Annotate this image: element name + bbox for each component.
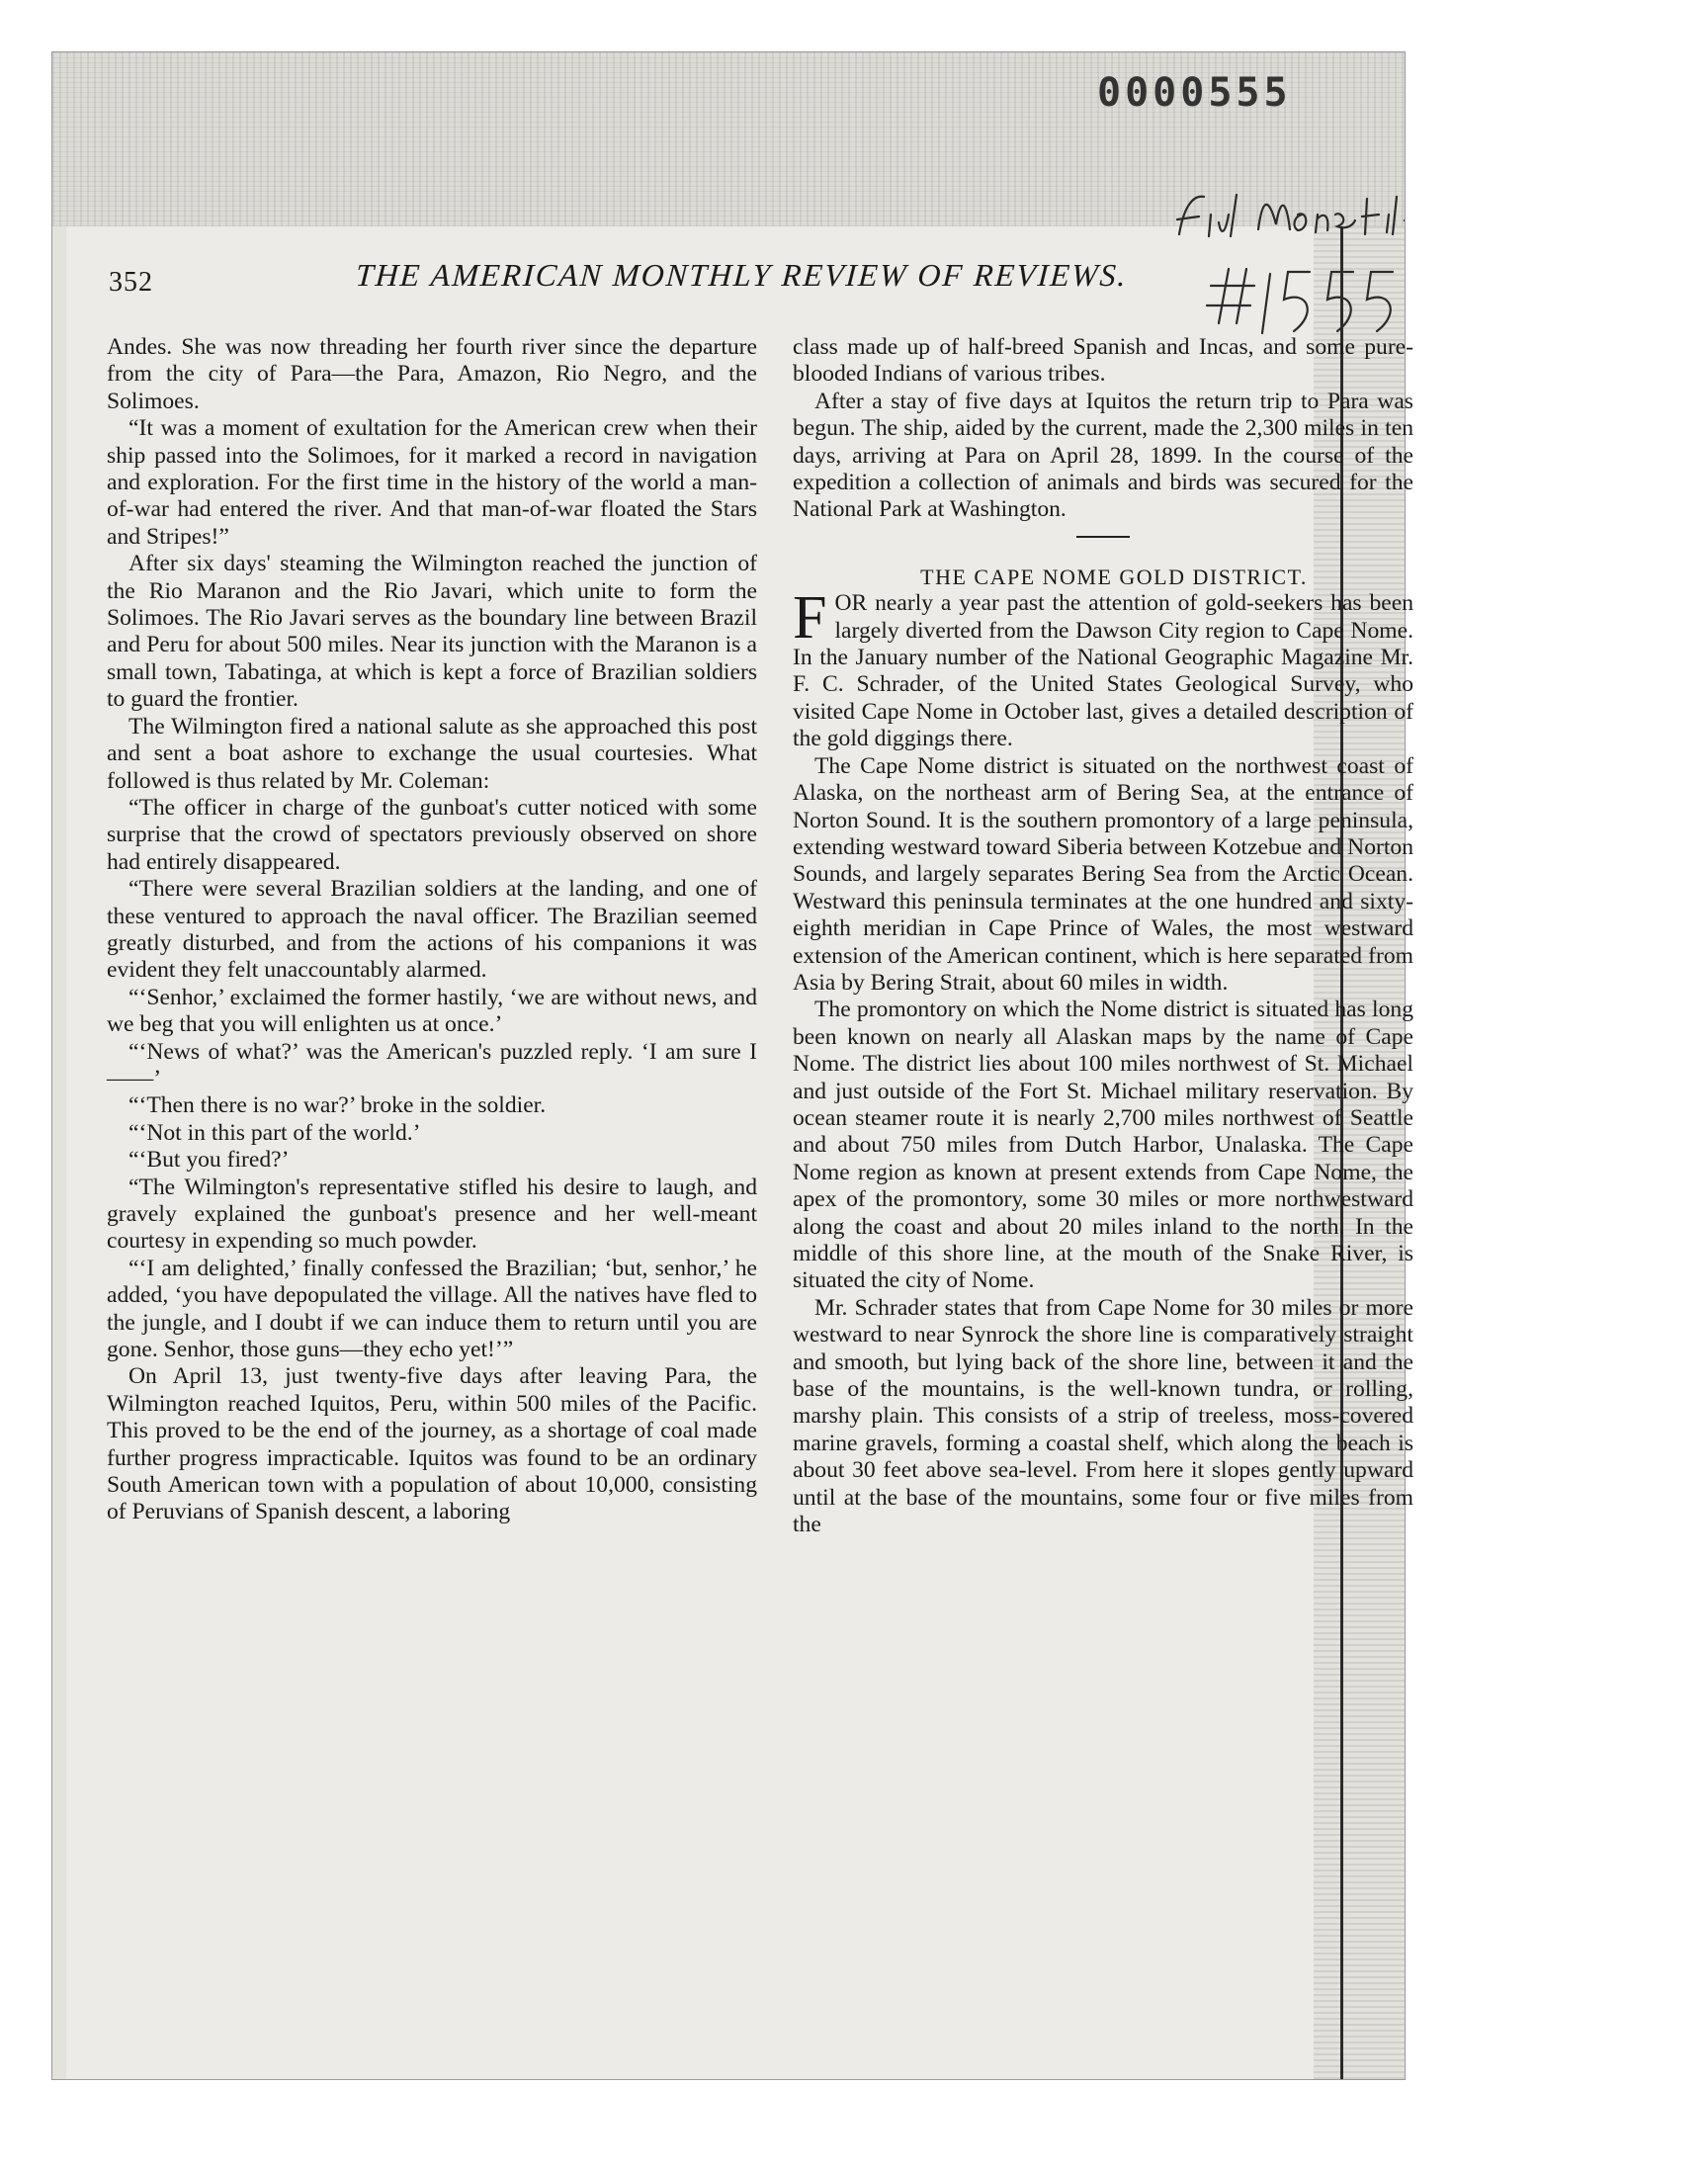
document-stamp-number: 0000555 bbox=[1097, 70, 1292, 116]
section-divider bbox=[1076, 536, 1130, 538]
paragraph: On April 13, just twenty-five days after leaving Para, the Wilmington reached Iquitos, Peru, within 500 miles of the Pacific. This proved to be the end of the journey, as a shortage of coal made further progress impracticable. Iquitos was found to be an ordinary South American town with a population of about 10,000, consisting of Peruvians of Spanish descent, a laboring bbox=[107, 1363, 757, 1525]
right-column bbox=[793, 334, 1413, 1538]
paragraph: “‘Senhor,’ exclaimed the former hastily, ‘we are without news, and we beg that you will enlighten us at once.’ bbox=[107, 984, 757, 1038]
paragraph: “It was a moment of exultation for the American crew when their ship passed into the Solimoes, for it marked a record in navigation and exploration. For the first time in the history of the world a man-of-war had entered the river. And that man-of-war floated the Stars and Stripes!” bbox=[107, 415, 757, 550]
paragraph: “‘Then there is no war?’ broke in the soldier. bbox=[128, 1092, 547, 1119]
paragraph: “‘But you fired?’ bbox=[128, 1147, 290, 1174]
paragraph: After a stay of five days at Iquitos the return trip to Para was begun. The ship, aided by the current, made the 2,300 miles in ten days, arriving at Para on April 28, 1899. In the course of the expedition a collection of animals and birds was secured for the National Park at Washington. bbox=[793, 388, 1413, 523]
paragraph bbox=[793, 584, 1413, 752]
paragraph: “There were several Brazilian soldiers at the landing, and one of these ventured to approach the naval officer. The Brazilian seemed greatly disturbed, and from the actions of his companions it was evident they felt unaccountably alarmed. bbox=[107, 876, 757, 984]
paragraph: The Cape Nome district is situated on the northwest coast of Alaska, on the northeast arm of Bering Sea, at the entrance of Norton Sound. It is the southern promontory of a large peninsula, extending westward toward Siberia between Kotzebue and Norton Sounds, and largely separates Bering Sea from the Arctic Ocean. Westward this peninsula terminates at the one hundred and sixty-eighth meridian in Cape Prince of Wales, the most westward extension of the American continent, which is here separated from Asia by Bering Strait, about 60 miles in width. bbox=[793, 752, 1413, 996]
paragraph: “The officer in charge of the gunboat's cutter noticed with some surprise that the crowd of spectators previously observed on shore had entirely disappeared. bbox=[107, 794, 757, 875]
paragraph-text: OR nearly a year past the attention of gold-seekers has been largely diverted from the Dawson City region to Cape Nome. In the January number of the National Geographic Magazine Mr. F. C. Schrader, of the United States Geological Survey, who visited Cape Nome in October last, gives a detailed description of the gold diggings there. bbox=[793, 590, 1413, 752]
paragraph: Mr. Schrader states that from Cape Nome for 30 miles or more westward to near Synrock the shore line is comparatively straight and smooth, but lying back of the shore line, between it and the base of the mountains, is the well-known tundra, or rolling, marshy plain. This consists of a strip of treeless, moss-covered marine gravels, forming a coastal shelf, which along the beach is about 30 feet above sea-level. From here it slopes gently upward until at the base of the mountains, some four or five miles from the bbox=[793, 1294, 1413, 1538]
handwritten-annotation bbox=[1159, 175, 1406, 353]
handwritten-file-note bbox=[1159, 175, 1406, 353]
paragraph: The promontory on which the Nome district is situated has long been known on nearly all Alaskan maps by the name of Cape Nome. The district lies about 100 miles northwest of St. Michael and just outside of the Fort St. Michael military reservation. By ocean steamer route it is nearly 2,700 miles northwest of Seattle and about 750 miles from Dutch Harbor, Unalaska. The Cape Nome region as known at present extends from Cape Nome, the apex of the promontory, some 30 miles or more northwestward along the coast and about 20 miles inland to the north. In the middle of this shore line, at the mouth of the Snake River, is situated the city of Nome. bbox=[793, 997, 1413, 1294]
paragraph: The Wilmington fired a national salute as she approached this post and sent a boat ashore to exchange the usual courtesies. What followed is thus related by Mr. Coleman: bbox=[107, 713, 757, 794]
running-head: THE AMERICAN MONTHLY REVIEW OF REVIEWS. bbox=[354, 257, 1129, 293]
left-column bbox=[107, 334, 757, 1526]
drop-cap: F bbox=[793, 584, 827, 652]
paragraph: class made up of half-breed Spanish and Incas, and some pure-blooded Indians of various tribes. bbox=[793, 334, 1413, 388]
page-number: 352 bbox=[109, 267, 153, 298]
paragraph: “The Wilmington's representative stifled his desire to laugh, and gravely explained the gunboat's presence and her well-meant courtesy in expending so much powder. bbox=[107, 1174, 757, 1255]
scan-left-edge bbox=[52, 226, 66, 2079]
paragraph: After six days' steaming the Wilmington reached the junction of the Rio Maranon and the Rio Javari, which unite to form the Solimoes. The Rio Javari serves as the boundary line between Brazil and Peru for about 500 miles. Near its junction with the Maranon is a small town, Tabatinga, at which is kept a force of Brazilian soldiers to guard the frontier. bbox=[107, 551, 757, 713]
section-title: THE CAPE NOME GOLD DISTRICT. bbox=[920, 564, 1308, 589]
paragraph: Andes. She was now threading her fourth river since the departure from the city of Para—the Para, Amazon, Rio Negro, and the Solimoes. bbox=[107, 334, 757, 414]
paragraph: “‘I am delighted,’ finally confessed the Brazilian; ‘but, senhor,’ he added, ‘you have depopulated the village. All the natives have fled to the jungle, and I doubt if we can induce them to return until you are gone. Senhor, those guns—they echo yet!’” bbox=[107, 1255, 757, 1363]
paragraph: “‘Not in this part of the world.’ bbox=[128, 1119, 421, 1146]
paragraph: “‘News of what?’ was the American's puzzled reply. ‘I am sure I——’ bbox=[107, 1038, 757, 1091]
